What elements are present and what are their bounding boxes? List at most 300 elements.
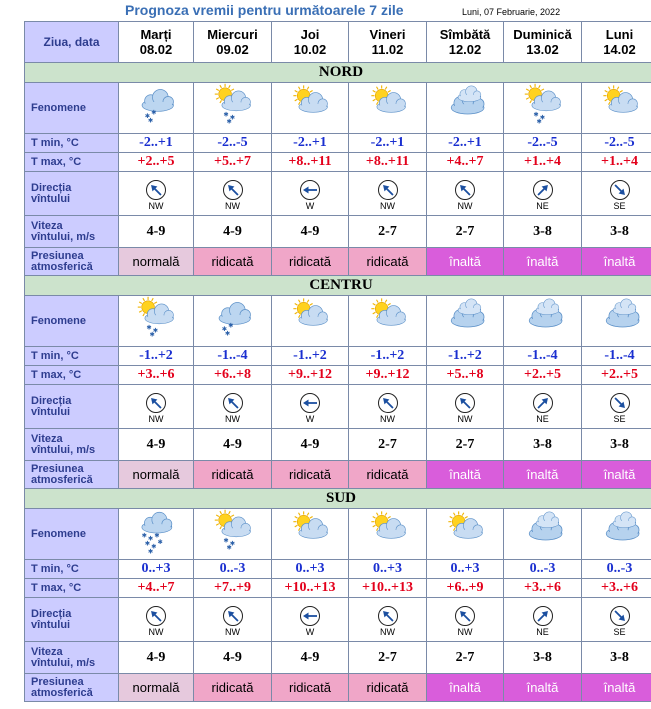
wind-speed-cell-2 <box>272 429 349 461</box>
wind-direction-label: NW <box>225 413 240 424</box>
tmin-cell-0 <box>119 134 194 153</box>
svg-text:✱: ✱ <box>151 109 157 117</box>
wind-compass-icon <box>454 179 476 201</box>
wind-direction-label: NW <box>380 413 395 424</box>
tmin-value: -1..-4 <box>527 348 558 363</box>
tmin-cell-4 <box>427 560 504 579</box>
tmax-cell-3 <box>349 153 427 172</box>
weather-cell-6 <box>582 83 651 134</box>
wind-compass-icon <box>609 605 631 627</box>
partly-cloudy-icon <box>282 83 338 129</box>
pressure-value: ridicată <box>289 254 331 269</box>
pressure-value: înaltă <box>449 680 481 695</box>
wind-direction-label: W <box>305 200 315 211</box>
row-label-tmin <box>25 347 119 366</box>
row-label: Fenomene <box>31 101 87 114</box>
pressure-value: normală <box>132 254 180 269</box>
pressure-value: ridicată <box>211 254 254 269</box>
cloud-snow-icon <box>128 509 184 555</box>
pressure-value: ridicată <box>211 467 254 482</box>
tmin-value: -1..-4 <box>604 348 635 363</box>
region-header-nord <box>25 63 651 83</box>
wind-speed-value: 2-7 <box>378 649 397 665</box>
region-header-centru <box>25 276 651 296</box>
tmax-value: +8..+11 <box>365 154 410 169</box>
pressure-value: ridicată <box>366 254 409 269</box>
tmin-value: 0..+3 <box>450 561 480 576</box>
pressure-cell-1 <box>194 248 272 276</box>
wind-compass-icon <box>609 392 631 414</box>
partly-cloudy-icon <box>437 509 493 555</box>
wind-direction-label: NW <box>148 413 164 424</box>
wind-speed-cell-6 <box>582 216 651 248</box>
pressure-cell-4 <box>427 461 504 489</box>
tmin-cell-5 <box>504 560 582 579</box>
tmin-cell-2 <box>272 134 349 153</box>
row-label: T min, °C <box>31 136 79 149</box>
tmax-value: +5..+7 <box>214 154 251 169</box>
wind-speed-value: 4-9 <box>223 223 242 239</box>
tmin-cell-0 <box>119 347 194 366</box>
day-name: Joi <box>300 27 320 42</box>
row-label: T max, °C <box>31 581 82 594</box>
tmax-value: +4..+7 <box>446 154 484 169</box>
row-label: T min, °C <box>31 349 79 362</box>
wind-speed-cell-4 <box>427 216 504 248</box>
row-label-tmax <box>25 366 119 385</box>
wind-speed-value: 2-7 <box>455 436 475 452</box>
day-header-5 <box>504 22 582 63</box>
wind-speed-cell-1 <box>194 216 272 248</box>
pressure-cell-6 <box>582 674 651 702</box>
wind-direction-cell-3 <box>349 598 427 642</box>
pressure-cell-4 <box>427 674 504 702</box>
wind-direction-label: NE <box>536 200 549 211</box>
tmin-value: -2..+1 <box>139 135 173 150</box>
pressure-value: ridicată <box>366 680 409 695</box>
wind-speed-value: 3-8 <box>533 649 552 665</box>
row-label: atmosferică <box>31 260 93 273</box>
tmax-value: +1..+4 <box>601 154 638 169</box>
wind-speed-value: 4-9 <box>146 223 166 239</box>
pressure-cell-0 <box>119 248 194 276</box>
header-label: Ziua, data <box>43 34 100 49</box>
row-label: Presiunea <box>31 462 84 475</box>
cloudy-icon <box>592 296 648 342</box>
pressure-value: înaltă <box>526 254 559 269</box>
pressure-cell-2 <box>272 461 349 489</box>
weather-cell-2 <box>272 509 349 560</box>
row-label-fenomene <box>25 83 119 134</box>
tmin-cell-3 <box>349 560 427 579</box>
cloudy-icon <box>515 296 571 342</box>
pressure-value: normală <box>132 467 180 482</box>
wind-direction-cell-2 <box>272 598 349 642</box>
svg-text:✱: ✱ <box>224 330 230 338</box>
wind-speed-cell-2 <box>272 642 349 674</box>
wind-direction-cell-3 <box>349 385 427 429</box>
row-label: Viteza <box>31 432 63 445</box>
row-label: Direcția <box>31 181 72 194</box>
wind-compass-icon <box>299 179 321 201</box>
day-date: 11.02 <box>371 42 404 57</box>
cloudy-icon <box>592 509 648 555</box>
header-label-cell <box>25 22 119 63</box>
wind-compass-icon <box>377 605 399 627</box>
wind-speed-value: 4-9 <box>223 649 242 665</box>
weather-cell-0 <box>119 83 194 134</box>
cloudy-icon <box>437 296 493 342</box>
wind-compass-icon <box>299 392 321 414</box>
tmin-value: -2..-5 <box>217 135 248 150</box>
tmax-value: +9..+12 <box>365 367 410 382</box>
row-label: T min, °C <box>31 562 79 575</box>
row-label-tmax <box>25 153 119 172</box>
pressure-cell-2 <box>272 674 349 702</box>
tmax-value: +3..+6 <box>601 580 638 595</box>
tmax-cell-2 <box>272 366 349 385</box>
wind-direction-cell-5 <box>504 385 582 429</box>
wind-speed-cell-0 <box>119 216 194 248</box>
wind-direction-label: NW <box>148 200 164 211</box>
tmax-cell-6 <box>582 153 651 172</box>
tmax-value: +4..+7 <box>137 580 175 595</box>
svg-text:✱: ✱ <box>141 532 148 540</box>
weather-cell-1 <box>194 296 272 347</box>
wind-speed-cell-3 <box>349 429 427 461</box>
row-label: vîntului <box>31 192 71 205</box>
wind-speed-value: 3-8 <box>610 223 629 239</box>
tmax-value: +1..+4 <box>524 154 561 169</box>
tmax-cell-0 <box>119 366 194 385</box>
wind-compass-icon <box>222 179 244 201</box>
row-label: vîntului <box>31 618 71 631</box>
day-header-3 <box>349 22 427 63</box>
tmax-value: +10..+13 <box>284 580 336 595</box>
pressure-cell-5 <box>504 461 582 489</box>
svg-text:✱: ✱ <box>536 118 542 126</box>
wind-speed-cell-2 <box>272 216 349 248</box>
weather-cell-2 <box>272 296 349 347</box>
cloud-snow-icon <box>205 509 261 555</box>
wind-direction-label: NW <box>457 626 473 637</box>
row-label: vîntului, m/s <box>31 443 96 456</box>
row-label: vîntului, m/s <box>31 656 96 669</box>
row-label: Viteza <box>31 219 63 232</box>
wind-speed-value: 2-7 <box>455 223 475 239</box>
tmin-value: -2..+1 <box>448 135 482 150</box>
weather-cell-3 <box>349 509 427 560</box>
wind-speed-value: 3-8 <box>533 223 552 239</box>
day-date: 09.02 <box>216 42 249 57</box>
wind-compass-icon <box>532 392 554 414</box>
row-label-pressure <box>25 461 119 489</box>
wind-direction-label: NW <box>148 626 164 637</box>
wind-direction-label: NE <box>536 413 549 424</box>
tmin-value: -1..-4 <box>217 348 248 363</box>
row-label-wind-speed <box>25 642 119 674</box>
wind-speed-value: 3-8 <box>610 436 629 452</box>
wind-compass-icon <box>222 605 244 627</box>
wind-speed-cell-4 <box>427 429 504 461</box>
tmin-value: -1..+2 <box>139 348 173 363</box>
tmin-cell-5 <box>504 347 582 366</box>
wind-speed-value: 4-9 <box>300 649 320 665</box>
svg-text:✱: ✱ <box>148 548 154 555</box>
wind-compass-icon <box>145 179 167 201</box>
cloud-snow-icon <box>205 83 261 129</box>
row-label-wind-direction <box>25 172 119 216</box>
issue-date: Luni, 07 Februarie, 2022 <box>462 7 561 17</box>
tmin-cell-6 <box>582 560 651 579</box>
tmax-cell-5 <box>504 579 582 598</box>
pressure-cell-1 <box>194 674 272 702</box>
tmin-value: -1..+2 <box>370 348 405 363</box>
partly-cloudy-icon <box>282 509 338 555</box>
row-label: Fenomene <box>31 314 87 327</box>
wind-compass-icon <box>532 179 554 201</box>
tmin-value: 0..-3 <box>529 561 556 576</box>
wind-direction-cell-1 <box>194 598 272 642</box>
row-label-wind-direction <box>25 598 119 642</box>
tmin-cell-4 <box>427 347 504 366</box>
tmax-cell-6 <box>582 579 651 598</box>
wind-direction-cell-1 <box>194 385 272 429</box>
tmax-cell-5 <box>504 366 582 385</box>
wind-speed-value: 2-7 <box>455 649 475 665</box>
wind-speed-cell-0 <box>119 429 194 461</box>
pressure-value: înaltă <box>603 254 636 269</box>
cloudy-icon <box>515 509 571 555</box>
pressure-cell-3 <box>349 461 427 489</box>
pressure-cell-2 <box>272 248 349 276</box>
wind-direction-cell-4 <box>427 598 504 642</box>
wind-direction-cell-3 <box>349 172 427 216</box>
tmin-cell-3 <box>349 347 427 366</box>
row-label-wind-speed <box>25 216 119 248</box>
tmin-cell-4 <box>427 134 504 153</box>
svg-text:✱: ✱ <box>149 331 155 339</box>
wind-speed-cell-0 <box>119 642 194 674</box>
svg-text:✱: ✱ <box>222 111 229 119</box>
row-label-fenomene <box>25 296 119 347</box>
svg-text:✱: ✱ <box>144 112 151 120</box>
day-header-2 <box>272 22 349 63</box>
day-name: Sîmbătă <box>439 27 491 42</box>
cloud-snow-icon <box>128 296 184 342</box>
wind-direction-label: NW <box>380 200 395 211</box>
wind-direction-cell-4 <box>427 172 504 216</box>
svg-text:✱: ✱ <box>157 538 163 546</box>
pressure-value: ridicată <box>366 467 409 482</box>
wind-speed-value: 4-9 <box>146 436 166 452</box>
tmin-value: -1..+2 <box>293 348 327 363</box>
wind-compass-icon <box>532 605 554 627</box>
weather-cell-0 <box>119 296 194 347</box>
wind-compass-icon <box>454 392 476 414</box>
pressure-value: înaltă <box>526 680 559 695</box>
weather-cell-3 <box>349 83 427 134</box>
day-date: 13.02 <box>526 42 559 57</box>
svg-text:✱: ✱ <box>148 535 154 543</box>
wind-speed-value: 4-9 <box>223 436 242 452</box>
tmax-value: +3..+6 <box>524 580 561 595</box>
tmin-cell-6 <box>582 134 651 153</box>
day-name: Duminică <box>513 27 572 42</box>
row-label: Viteza <box>31 645 63 658</box>
row-label-pressure <box>25 248 119 276</box>
cloud-snow-icon <box>205 296 261 342</box>
weather-cell-1 <box>194 509 272 560</box>
wind-direction-cell-2 <box>272 172 349 216</box>
row-label: Direcția <box>31 607 72 620</box>
region-name: NORD <box>318 64 364 80</box>
day-date: 14.02 <box>603 42 636 57</box>
row-label-pressure <box>25 674 119 702</box>
tmin-cell-6 <box>582 347 651 366</box>
wind-compass-icon <box>377 392 399 414</box>
cloud-snow-icon <box>515 83 571 129</box>
row-label: T max, °C <box>31 368 82 381</box>
wind-speed-value: 3-8 <box>610 649 629 665</box>
weather-cell-5 <box>504 83 582 134</box>
wind-speed-value: 4-9 <box>300 223 320 239</box>
wind-direction-label: SE <box>613 626 626 637</box>
pressure-value: normală <box>132 680 180 695</box>
svg-text:✱: ✱ <box>144 540 151 548</box>
svg-text:✱: ✱ <box>152 327 159 335</box>
tmin-value: -1..+2 <box>448 348 482 363</box>
tmin-value: -2..+1 <box>293 135 327 150</box>
wind-speed-value: 4-9 <box>146 649 166 665</box>
wind-speed-cell-3 <box>349 642 427 674</box>
partly-cloudy-icon <box>360 83 416 129</box>
tmin-cell-1 <box>194 347 272 366</box>
wind-speed-cell-1 <box>194 642 272 674</box>
row-label: Presiunea <box>31 675 84 688</box>
svg-text:✱: ✱ <box>229 114 235 122</box>
wind-compass-icon <box>222 392 244 414</box>
weather-cell-3 <box>349 296 427 347</box>
day-header-1 <box>194 22 272 63</box>
weather-cell-4 <box>427 83 504 134</box>
svg-text:✱: ✱ <box>221 325 227 333</box>
wind-direction-label: W <box>305 626 315 637</box>
tmax-value: +6..+8 <box>214 367 251 382</box>
row-label: atmosferică <box>31 473 93 486</box>
tmin-value: -2..-5 <box>604 135 635 150</box>
wind-direction-cell-0 <box>119 385 194 429</box>
tmax-cell-2 <box>272 153 349 172</box>
svg-text:✱: ✱ <box>226 544 232 552</box>
weather-cell-1 <box>194 83 272 134</box>
svg-text:✱: ✱ <box>151 543 157 551</box>
tmax-value: +9..+12 <box>288 367 332 382</box>
region-name: CENTRU <box>309 277 373 293</box>
wind-direction-label: NW <box>457 200 473 211</box>
tmax-value: +2..+5 <box>524 367 561 382</box>
pressure-value: ridicată <box>289 467 331 482</box>
tmin-value: 0..+3 <box>295 561 325 576</box>
day-name: Marți <box>140 27 172 42</box>
wind-direction-label: NW <box>225 626 240 637</box>
wind-compass-icon <box>377 179 399 201</box>
svg-text:✱: ✱ <box>148 117 154 125</box>
wind-direction-cell-5 <box>504 598 582 642</box>
region-name: SUD <box>325 490 356 506</box>
tmax-value: +2..+5 <box>137 154 175 169</box>
row-label: Direcția <box>31 394 72 407</box>
day-name: Vineri <box>369 27 406 42</box>
tmin-value: 0..-3 <box>219 561 246 576</box>
tmin-value: 0..-3 <box>606 561 633 576</box>
wind-speed-cell-5 <box>504 216 582 248</box>
row-label: vîntului, m/s <box>31 230 96 243</box>
pressure-cell-6 <box>582 461 651 489</box>
wind-compass-icon <box>145 392 167 414</box>
svg-text:✱: ✱ <box>222 537 229 545</box>
wind-speed-cell-5 <box>504 642 582 674</box>
row-label: vîntului <box>31 405 71 418</box>
pressure-cell-5 <box>504 674 582 702</box>
day-date: 08.02 <box>139 42 173 57</box>
pressure-cell-1 <box>194 461 272 489</box>
weather-cell-4 <box>427 509 504 560</box>
pressure-cell-3 <box>349 248 427 276</box>
svg-text:✱: ✱ <box>539 114 545 122</box>
wind-direction-cell-0 <box>119 598 194 642</box>
wind-speed-value: 2-7 <box>378 223 397 239</box>
tmin-cell-3 <box>349 134 427 153</box>
day-header-4 <box>427 22 504 63</box>
page-title: Prognoza vremii pentru următoarele 7 zile <box>125 2 404 18</box>
wind-compass-icon <box>299 605 321 627</box>
weather-cell-4 <box>427 296 504 347</box>
tmin-value: 0..+3 <box>373 561 402 576</box>
pressure-cell-6 <box>582 248 651 276</box>
wind-compass-icon <box>609 179 631 201</box>
row-label: Fenomene <box>31 527 87 540</box>
day-name: Luni <box>605 27 634 42</box>
tmax-cell-4 <box>427 579 504 598</box>
partly-cloudy-icon <box>592 83 648 129</box>
wind-speed-cell-3 <box>349 216 427 248</box>
row-label-wind-direction <box>25 385 119 429</box>
cloudy-icon <box>437 83 493 129</box>
tmin-value: 0..+3 <box>141 561 171 576</box>
pressure-value: înaltă <box>449 254 481 269</box>
wind-speed-cell-6 <box>582 429 651 461</box>
tmin-cell-1 <box>194 134 272 153</box>
tmax-cell-3 <box>349 366 427 385</box>
row-label: T max, °C <box>31 155 82 168</box>
pressure-cell-0 <box>119 674 194 702</box>
row-label-fenomene <box>25 509 119 560</box>
pressure-cell-5 <box>504 248 582 276</box>
region-header-sud <box>25 489 651 509</box>
wind-direction-label: W <box>305 413 315 424</box>
wind-direction-cell-4 <box>427 385 504 429</box>
partly-cloudy-icon <box>282 296 338 342</box>
tmax-cell-6 <box>582 366 651 385</box>
pressure-value: înaltă <box>449 467 481 482</box>
pressure-cell-4 <box>427 248 504 276</box>
pressure-value: înaltă <box>603 680 636 695</box>
tmax-value: +6..+9 <box>446 580 484 595</box>
tmax-cell-1 <box>194 153 272 172</box>
tmin-value: -2..+1 <box>370 135 405 150</box>
wind-direction-cell-0 <box>119 172 194 216</box>
